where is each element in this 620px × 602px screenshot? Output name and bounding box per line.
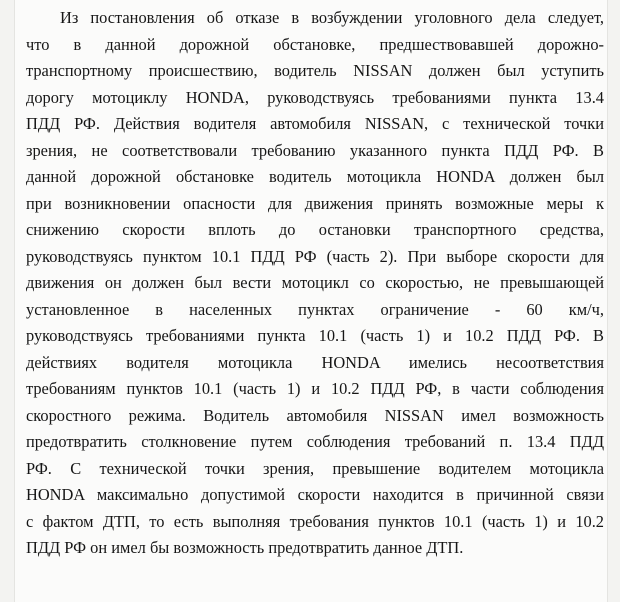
paragraph-line-6: зрения, не соответствовали требованию указанного пункта ПДД РФ. В: [26, 140, 604, 160]
paragraph-line-19: HONDA максимально допустимой скорости находится в причинной связи: [26, 485, 604, 504]
paragraph-line-12: установленное в населенных пунктах ограничение - 60 км/ч,: [26, 299, 604, 319]
paragraph-line-9: снижению скорости вплоть до остановки транспортного средства,: [26, 220, 604, 239]
paragraph-line-3: транспортному происшествию, водитель NISSAN должен был уступить: [26, 61, 604, 80]
paragraph-line-10: руководствуясь пунктом 10.1 ПДД РФ (часть 2). При выборе скорости для: [26, 246, 604, 266]
paragraph-line-11: движения он должен был вести мотоцикл со скоростью, не превышающей: [26, 273, 604, 292]
document-paragraph: [26, 5, 604, 562]
page-edge-left: [0, 0, 15, 602]
paragraph-line-18: РФ. С технической точки зрения, превышение водителем мотоцикла: [26, 458, 604, 478]
paragraph-line-5: ПДД РФ. Действия водителя автомобиля NISSAN, с технической точки: [26, 114, 604, 133]
paragraph-line-17: предотвратить столкновение путем соблюдения требований п. 13.4 ПДД: [26, 432, 604, 451]
paragraph-line-21: ПДД РФ он имел бы возможность предотвратить данное ДТП.: [26, 538, 464, 557]
paragraph-line-2: что в данной дорожной обстановке, предшествовавшей дорожно-: [26, 34, 604, 54]
paragraph-line-14: действиях водителя мотоцикла HONDA имелись несоответствия: [26, 352, 604, 372]
page-edge-right: [607, 0, 620, 602]
paragraph-line-16: скоростного режима. Водитель автомобиля NISSAN имел возможность: [26, 405, 604, 425]
paragraph-line-1: Из постановления об отказе в возбуждении уголовного дела следует,: [60, 8, 604, 27]
paragraph-line-8: при возникновении опасности для движения принять возможные меры к: [26, 193, 604, 213]
paragraph-line-15: требованиям пунктов 10.1 (часть 1) и 10.2 ПДД РФ, в части соблюдения: [26, 379, 604, 398]
paragraph-line-13: руководствуясь требованиями пункта 10.1 (часть 1) и 10.2 ПДД РФ. В: [26, 326, 604, 345]
paragraph-line-20: с фактом ДТП, то есть выполняя требования пунктов 10.1 (часть 1) и 10.2: [26, 511, 604, 531]
paragraph-line-7: данной дорожной обстановке водитель мотоцикла HONDA должен был: [26, 167, 604, 186]
paragraph-line-4: дорогу мотоциклу HONDA, руководствуясь требованиями пункта 13.4: [26, 87, 604, 107]
